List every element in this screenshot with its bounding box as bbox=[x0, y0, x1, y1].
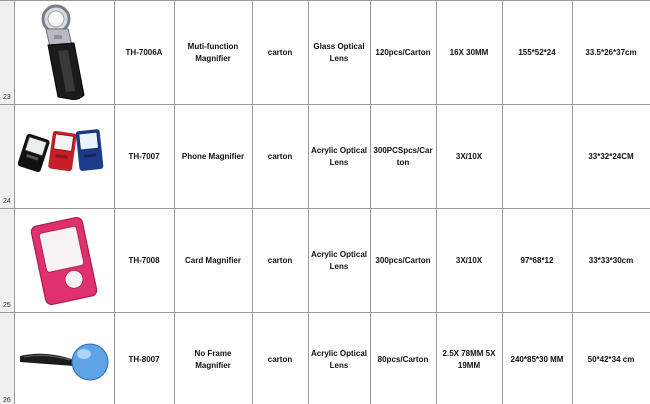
name-cell[interactable]: Phone Magnifier bbox=[174, 105, 252, 209]
packing-cell[interactable]: carton bbox=[252, 209, 308, 313]
row-number-cell[interactable]: 23 bbox=[0, 1, 14, 105]
packing-cell[interactable]: carton bbox=[252, 1, 308, 105]
product-image-cell[interactable] bbox=[14, 105, 114, 209]
model-cell[interactable]: TH-7007 bbox=[114, 105, 174, 209]
row-number-cell[interactable]: 24 bbox=[0, 105, 14, 209]
row-number-cell[interactable]: 26 bbox=[0, 313, 14, 404]
name-cell[interactable]: No Frame Magnifier bbox=[174, 313, 252, 404]
material-cell[interactable]: Acrylic Optical Lens bbox=[308, 209, 370, 313]
material-cell[interactable]: Glass Optical Lens bbox=[308, 1, 370, 105]
table-row[interactable] bbox=[0, 1, 650, 105]
size-cell[interactable]: 240*85*30 MM bbox=[502, 313, 572, 404]
carton-size-cell[interactable]: 33.5*26*37cm bbox=[572, 1, 650, 105]
name-cell[interactable]: Card Magnifier bbox=[174, 209, 252, 313]
table-row[interactable] bbox=[0, 209, 650, 313]
name-cell[interactable]: Muti-function Magnifier bbox=[174, 1, 252, 105]
quantity-cell[interactable]: 300PCSpcs/Carton bbox=[370, 105, 436, 209]
product-image-cell[interactable] bbox=[14, 313, 114, 404]
card-magnifier-image bbox=[28, 215, 100, 307]
size-cell[interactable] bbox=[502, 105, 572, 209]
magnification-cell[interactable]: 2.5X 78MM 5X 19MM bbox=[436, 313, 502, 404]
table-row[interactable] bbox=[0, 105, 650, 209]
row-number-cell[interactable]: 25 bbox=[0, 209, 14, 313]
model-cell[interactable]: TH-7008 bbox=[114, 209, 174, 313]
model-cell[interactable]: TH-7006A bbox=[114, 1, 174, 105]
no-frame-magnifier-image bbox=[16, 330, 112, 390]
quantity-cell[interactable]: 80pcs/Carton bbox=[370, 313, 436, 404]
handheld-led-magnifier-image bbox=[28, 3, 100, 103]
packing-cell[interactable]: carton bbox=[252, 313, 308, 404]
packing-cell[interactable]: carton bbox=[252, 105, 308, 209]
size-cell[interactable]: 97*68*12 bbox=[502, 209, 572, 313]
product-image-cell[interactable] bbox=[14, 1, 114, 105]
carton-size-cell[interactable]: 50*42*34 cm bbox=[572, 313, 650, 404]
magnification-cell[interactable]: 3X/10X bbox=[436, 105, 502, 209]
product-image-cell[interactable] bbox=[14, 209, 114, 313]
phone-magnifiers-image bbox=[16, 122, 112, 192]
quantity-cell[interactable]: 120pcs/Carton bbox=[370, 1, 436, 105]
model-cell[interactable]: TH-8007 bbox=[114, 313, 174, 404]
carton-size-cell[interactable]: 33*33*30cm bbox=[572, 209, 650, 313]
carton-size-cell[interactable]: 33*32*24CM bbox=[572, 105, 650, 209]
table-row[interactable] bbox=[0, 313, 650, 404]
material-cell[interactable]: Acrylic Optical Lens bbox=[308, 313, 370, 404]
magnification-cell[interactable]: 16X 30MM bbox=[436, 1, 502, 105]
size-cell[interactable]: 155*52*24 bbox=[502, 1, 572, 105]
material-cell[interactable]: Acrylic Optical Lens bbox=[308, 105, 370, 209]
magnification-cell[interactable]: 3X/10X bbox=[436, 209, 502, 313]
quantity-cell[interactable]: 300pcs/Carton bbox=[370, 209, 436, 313]
